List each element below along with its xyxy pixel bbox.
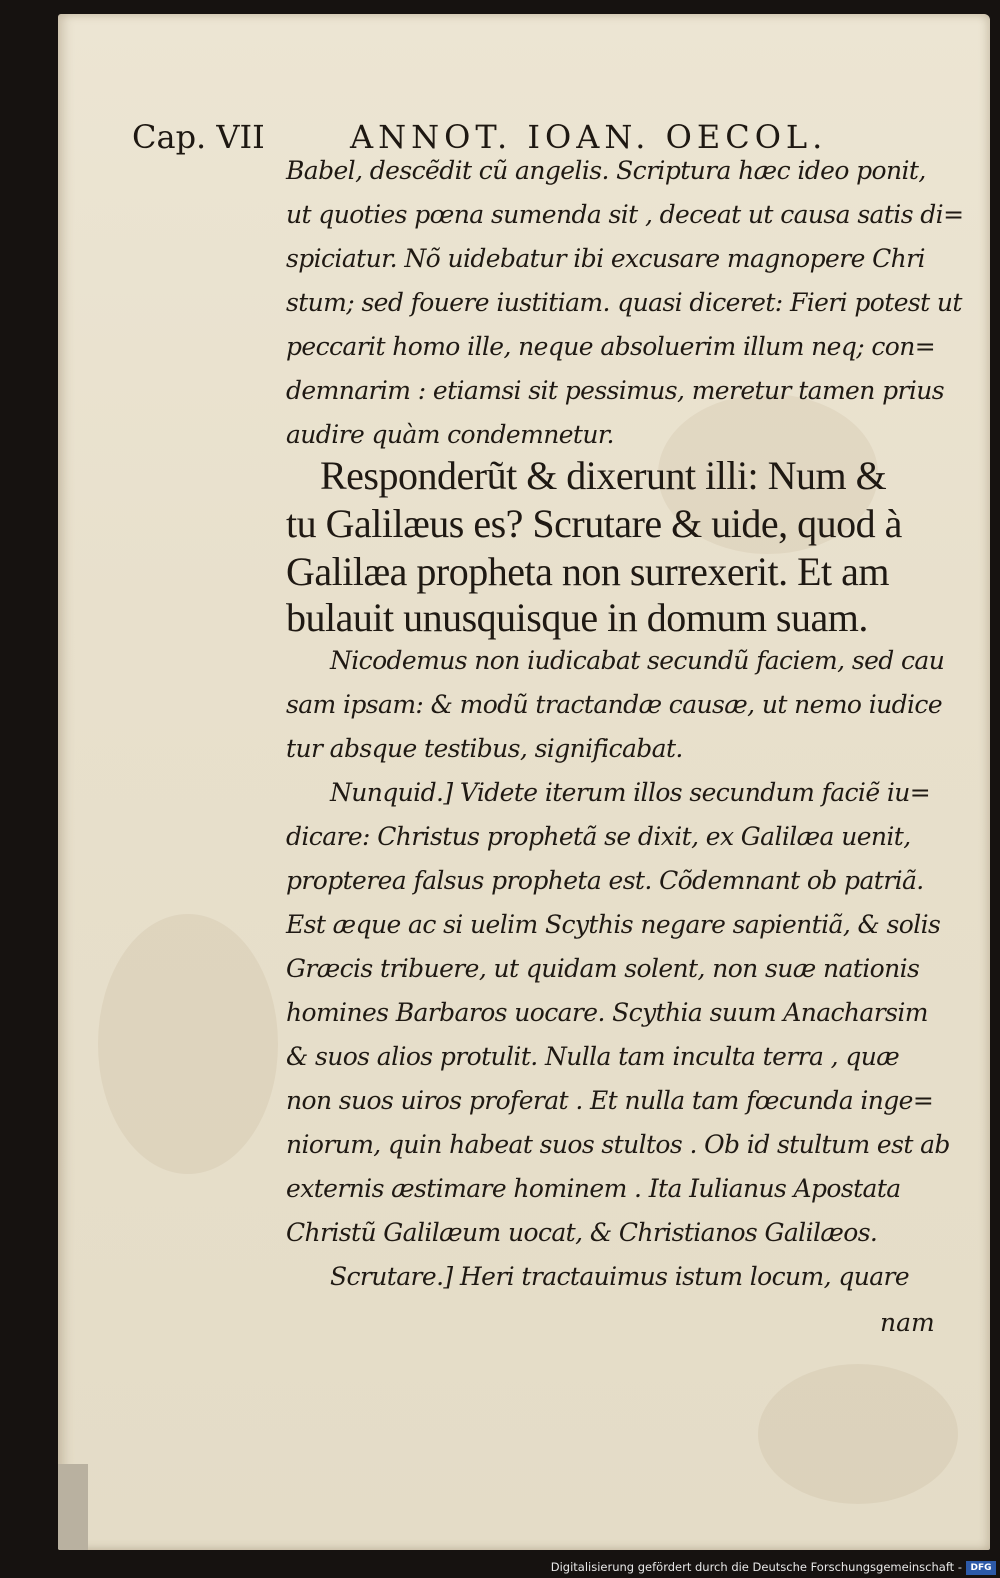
text-line: homines Barbaros uocare. Scythia suum Anacharsim (286, 998, 928, 1027)
text-line: spiciatur. Nõ uidebatur ibi excusare magnopere Chri (286, 244, 925, 273)
text-line: Babel, descẽdit cũ angelis. Scriptura hæc ideo ponit, (286, 156, 926, 185)
digitization-credit: Digitalisierung gefördert durch die Deutsche Forschungsgemeinschaft - (550, 1560, 962, 1574)
text-line: audire quàm condemnetur. (286, 420, 614, 449)
text-line: peccarit homo ille, neque absoluerim illum neq; con= (286, 332, 936, 361)
text-line: niorum, quin habeat suos stultos . Ob id stultum est ab (286, 1130, 950, 1159)
chapter-label: Cap. VII (132, 118, 265, 156)
text-line: Scrutare.] Heri tractauimus istum locum, quare (330, 1262, 910, 1291)
text-line: ut quoties pœna sumenda sit , deceat ut causa satis di= (286, 200, 964, 229)
scripture-line: tu Galilæus es? Scrutare & uide, quod à (286, 501, 902, 546)
text-line: propterea falsus propheta est. Cõdemnant ob patriã. (286, 866, 924, 895)
scripture-line: bulauit unusquisque in domum suam. (286, 595, 868, 640)
text-line: Nicodemus non iudicabat secundũ faciem, sed cau (330, 646, 945, 675)
text-line: non suos uiros proferat . Et nulla tam fœcunda inge= (286, 1086, 934, 1115)
text-line: dicare: Christus prophetã se dixit, ex Galilæa uenit, (286, 822, 911, 851)
scripture-line: Responderũt & dixerunt illi: Num & (320, 453, 887, 498)
text-line: externis æstimare hominem . Ita Iulianus Apostata (286, 1174, 901, 1203)
text-line: Nunquid.] Videte iterum illos secundum faciẽ iu= (330, 778, 931, 807)
text-line: demnarim : etiamsi sit pessimus, meretur tamen prius (286, 376, 944, 405)
text-line: & suos alios protulit. Nulla tam inculta terra , quæ (286, 1042, 900, 1071)
book-page (58, 14, 990, 1550)
running-title: ANNOT. IOAN. OECOL. (350, 118, 828, 156)
dfg-logo: DFG (966, 1561, 996, 1575)
text-line: Est æque ac si uelim Scythis negare sapientiã, & solis (286, 910, 941, 939)
text-line: Christũ Galilæum uocat, & Christianos Galilæos. (286, 1218, 878, 1247)
page-corner-tear (58, 1464, 88, 1550)
text-line: stum; sed fouere iustitiam. quasi diceret: Fieri potest ut (286, 288, 962, 317)
text-line: sam ipsam: & modũ tractandæ causæ, ut nemo iudice (286, 690, 943, 719)
text-line: Græcis tribuere, ut quidam solent, non suæ nationis (286, 954, 920, 983)
catchword: nam (880, 1308, 935, 1337)
text-line: tur absque testibus, significabat. (286, 734, 683, 763)
scripture-line: Galilæa propheta non surrexerit. Et am (286, 549, 890, 594)
